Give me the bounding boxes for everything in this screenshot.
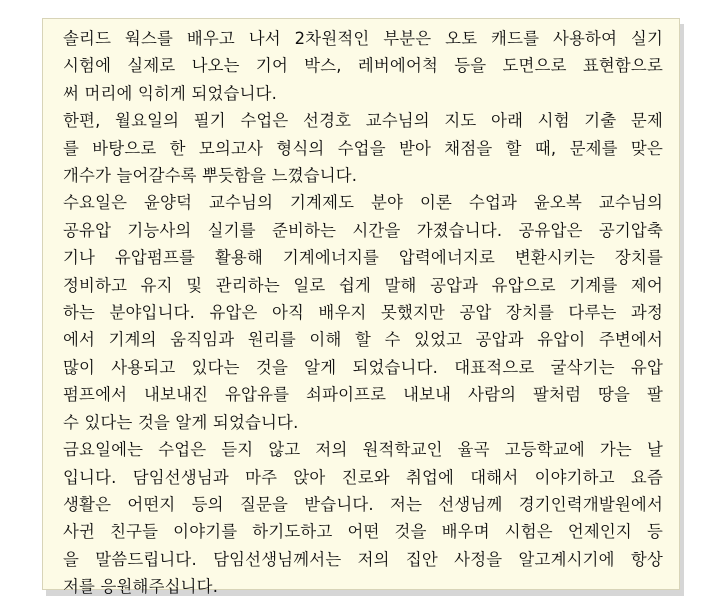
text-line: 하는 분야입니다. 유압은 아직 배우지 못했지만 공압 장치를 다루는 과정 bbox=[63, 303, 663, 323]
document-body bbox=[63, 25, 663, 601]
text-line: 를 바탕으로 한 모의고사 형식의 수업을 받아 채점을 할 때, 문제를 맞은 bbox=[63, 138, 663, 158]
document-page bbox=[42, 18, 680, 597]
text-line: 수 있다는 것을 알게 되었습니다. bbox=[63, 412, 299, 432]
paragraph-monday bbox=[63, 107, 663, 189]
text-line: 시험에 실제로 나오는 기어 박스, 레버에어척 등을 도면으로 표현함으로 bbox=[63, 56, 663, 76]
text-line: 기나 유압펌프를 활용해 기계에너지를 압력에너지로 변환시키는 장치를 bbox=[63, 248, 663, 268]
text-line: 수요일은 윤양덕 교수님의 기계제도 분야 이론 수업과 윤오복 교수님의 bbox=[63, 193, 663, 213]
text-line: 개수가 늘어갈수록 뿌듯함을 느꼈습니다. bbox=[63, 166, 358, 186]
text-line: 정비하고 유지 및 관리하는 일로 쉽게 말해 공압과 유압으로 기계를 제어 bbox=[63, 275, 663, 295]
paragraph-wednesday bbox=[63, 189, 663, 436]
text-line: 사귄 친구들 이야기를 하기도하고 어떤 것을 배우며 시험은 언제인지 등 bbox=[63, 522, 663, 542]
text-line: 솔리드 웍스를 배우고 나서 2차원적인 부분은 오토 캐드를 사용하여 실기 bbox=[63, 29, 663, 48]
text-line: 입니다. 담임선생님과 마주 앉아 진로와 취업에 대해서 이야기하고 요즘 bbox=[63, 467, 663, 487]
text-line: 공유압 기능사의 실기를 준비하는 시간을 가졌습니다. 공유압은 공기압축 bbox=[63, 220, 663, 240]
text-line: 많이 사용되고 있다는 것을 알게 되었습니다. 대표적으로 굴삭기는 유압 bbox=[63, 357, 663, 377]
text-line: 에서 기계의 움직임과 원리를 이해 할 수 있었고 공압과 유압이 주변에서 bbox=[63, 330, 663, 350]
text-line: 금요일에는 수업은 듣지 않고 저의 원적학교인 율곡 고등학교에 가는 날 bbox=[63, 440, 663, 460]
text-line: 생활은 어떤지 등의 질문을 받습니다. 저는 선생님께 경기인력개발원에서 bbox=[63, 494, 663, 514]
text-line: 저를 응원해주십니다. bbox=[63, 577, 219, 597]
paragraph-solidworks bbox=[63, 25, 663, 107]
text-line: 을 말씀드립니다. 담임선생님께서는 저의 집안 사정을 알고계시기에 항상 bbox=[63, 549, 663, 569]
text-line: 펌프에서 내보내진 유압유를 쇠파이프로 내보내 사람의 팔처럼 땅을 팔 bbox=[63, 385, 663, 405]
text-line: 한편, 월요일의 필기 수업은 선경호 교수님의 지도 아래 시험 기출 문제 bbox=[63, 111, 663, 131]
text-line: 써 머리에 익히게 되었습니다. bbox=[63, 83, 278, 103]
paragraph-friday bbox=[63, 436, 663, 600]
